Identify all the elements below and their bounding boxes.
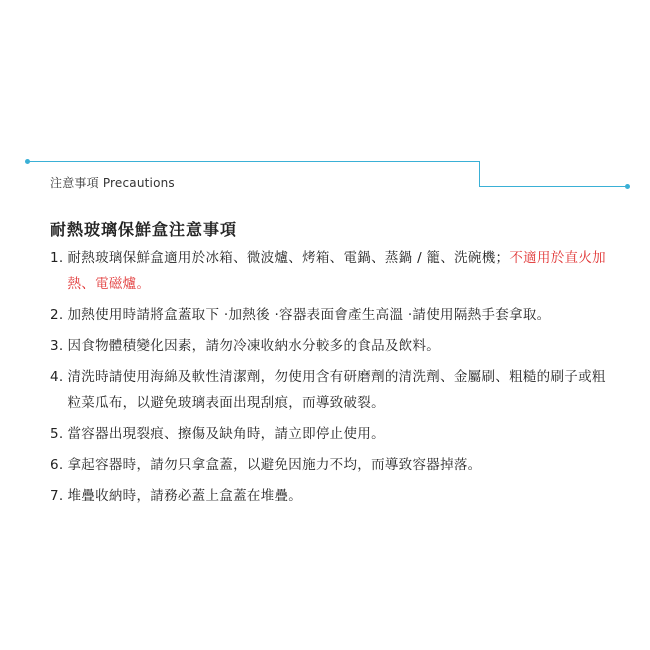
item-number: 1. (50, 250, 64, 266)
list-item (50, 245, 610, 297)
item-text: 當容器出現裂痕、擦傷及缺角時，請立即停止使用。 (67, 426, 385, 442)
item-text: 拿起容器時，請勿只拿盒蓋，以避免因施力不均，而導致容器掉落。 (67, 457, 482, 473)
item-number: 6. (50, 457, 64, 473)
header-line-right-dot (625, 184, 630, 189)
item-text-normal: 耐熱玻璃保鮮盒適用於冰箱、微波爐、烤箱、電鍋、蒸鍋 / 籠、洗碗機； (67, 250, 510, 266)
header-line-right (479, 186, 627, 187)
header-line-step (479, 161, 480, 187)
item-text (67, 245, 610, 297)
item-number: 4. (50, 369, 64, 385)
item-number: 5. (50, 426, 64, 442)
item-text: 因食物體積變化因素，請勿冷凍收納水分較多的食品及飲料。 (67, 338, 441, 354)
document-title: 耐熱玻璃保鮮盒注意事項 (50, 220, 238, 239)
item-number: 2. (50, 307, 64, 323)
section-label: 注意事項 Precautions (50, 176, 175, 190)
list-item (50, 483, 610, 509)
list-item (50, 452, 610, 478)
list-item (50, 421, 610, 447)
item-number: 3. (50, 338, 64, 354)
header-line-top (27, 161, 479, 162)
list-item (50, 364, 610, 416)
item-warning-text: 不適用於直火加熱、電磁爐。 (67, 250, 606, 292)
item-number: 7. (50, 488, 64, 504)
item-text: 堆疊收納時，請務必蓋上盒蓋在堆疊。 (67, 488, 303, 504)
item-text: 加熱使用時請將盒蓋取下 ‧加熱後 ‧容器表面會產生高溫 ‧請使用隔熱手套拿取。 (67, 307, 551, 323)
list-item (50, 333, 610, 359)
item-text: 清洗時請使用海綿及軟性清潔劑，勿使用含有研磨劑的清洗劑、金屬刷、粗糙的刷子或粗粒菜瓜布，以避免玻璃表面出現刮痕，而導致破裂。 (67, 369, 606, 411)
precautions-list (50, 245, 610, 514)
list-item (50, 302, 610, 328)
